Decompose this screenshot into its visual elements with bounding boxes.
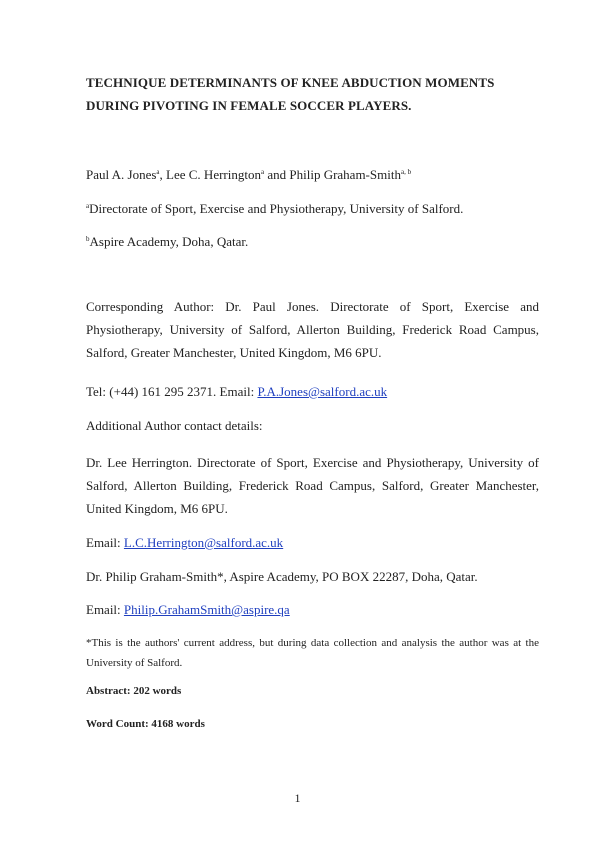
author-details: Dr. Lee Herrington. Directorate of Sport, Exercise and Physiotherapy, University of Salford, Allerton Building, Frederick Road Campus, Salford, Greater Manchester, United Kingdom, M6 6PU. <box>86 455 539 516</box>
affiliation <box>86 230 539 253</box>
author-details: Dr. Philip Graham-Smith*, Aspire Academy, PO BOX 22287, Doha, Qatar. <box>86 569 478 584</box>
author-affiliation-marker: a, b <box>400 168 412 176</box>
affiliation <box>86 197 539 220</box>
address-footnote: *This is the authors' current address, but during data collection and analysis the author was at the University of Salford. <box>86 637 539 669</box>
paper-title <box>86 71 539 117</box>
affiliation-text: Aspire Academy, Doha, Qatar. <box>89 234 249 249</box>
author-separator: and <box>264 167 290 182</box>
contact-prefix: Email: <box>86 535 124 550</box>
email-link[interactable]: L.C.Herrington@salford.ac.uk <box>123 535 284 550</box>
corresponding-author: Corresponding Author: Dr. Paul Jones. Directorate of Sport, Exercise and Physiotherapy, University of Salford, Allerton Building, Frederick Road Campus, Salford, Greater Manchester, United Kingdom, M6 6PU. <box>86 299 539 360</box>
author-list <box>86 163 539 186</box>
abstract-word-count: Abstract: 202 words <box>86 685 182 697</box>
contact-prefix: Email: <box>86 602 124 617</box>
affiliation-marker: a <box>86 202 90 210</box>
paper-title-line-2: DURING PIVOTING IN FEMALE SOCCER PLAYERS. <box>86 98 412 113</box>
page-number: 1 <box>294 791 301 805</box>
author-name: Paul A. Jones <box>86 167 157 182</box>
author-name: Lee C. Herrington <box>166 167 261 182</box>
author-affiliation-marker: a <box>260 168 265 176</box>
total-word-count: Word Count: 4168 words <box>86 718 205 730</box>
email-link[interactable]: Philip.GrahamSmith@aspire.qa <box>123 602 290 617</box>
author-contact <box>86 531 539 554</box>
contact-prefix: Tel: (+44) 161 295 2371. Email: <box>86 384 258 399</box>
author-name: Philip Graham-Smith <box>289 167 401 182</box>
additional-contacts-heading: Additional Author contact details: <box>86 418 263 433</box>
author-affiliation-marker: a <box>156 168 160 176</box>
author-separator: , <box>159 167 167 182</box>
affiliation-marker: b <box>86 235 90 243</box>
author-contact <box>86 598 539 621</box>
paper-title-line-1: TECHNIQUE DETERMINANTS OF KNEE ABDUCTION MOMENTS <box>86 75 495 90</box>
affiliation-text: Directorate of Sport, Exercise and Physiotherapy, University of Salford. <box>89 201 464 216</box>
corresponding-contact <box>86 380 539 403</box>
email-link[interactable]: P.A.Jones@salford.ac.uk <box>257 384 388 399</box>
